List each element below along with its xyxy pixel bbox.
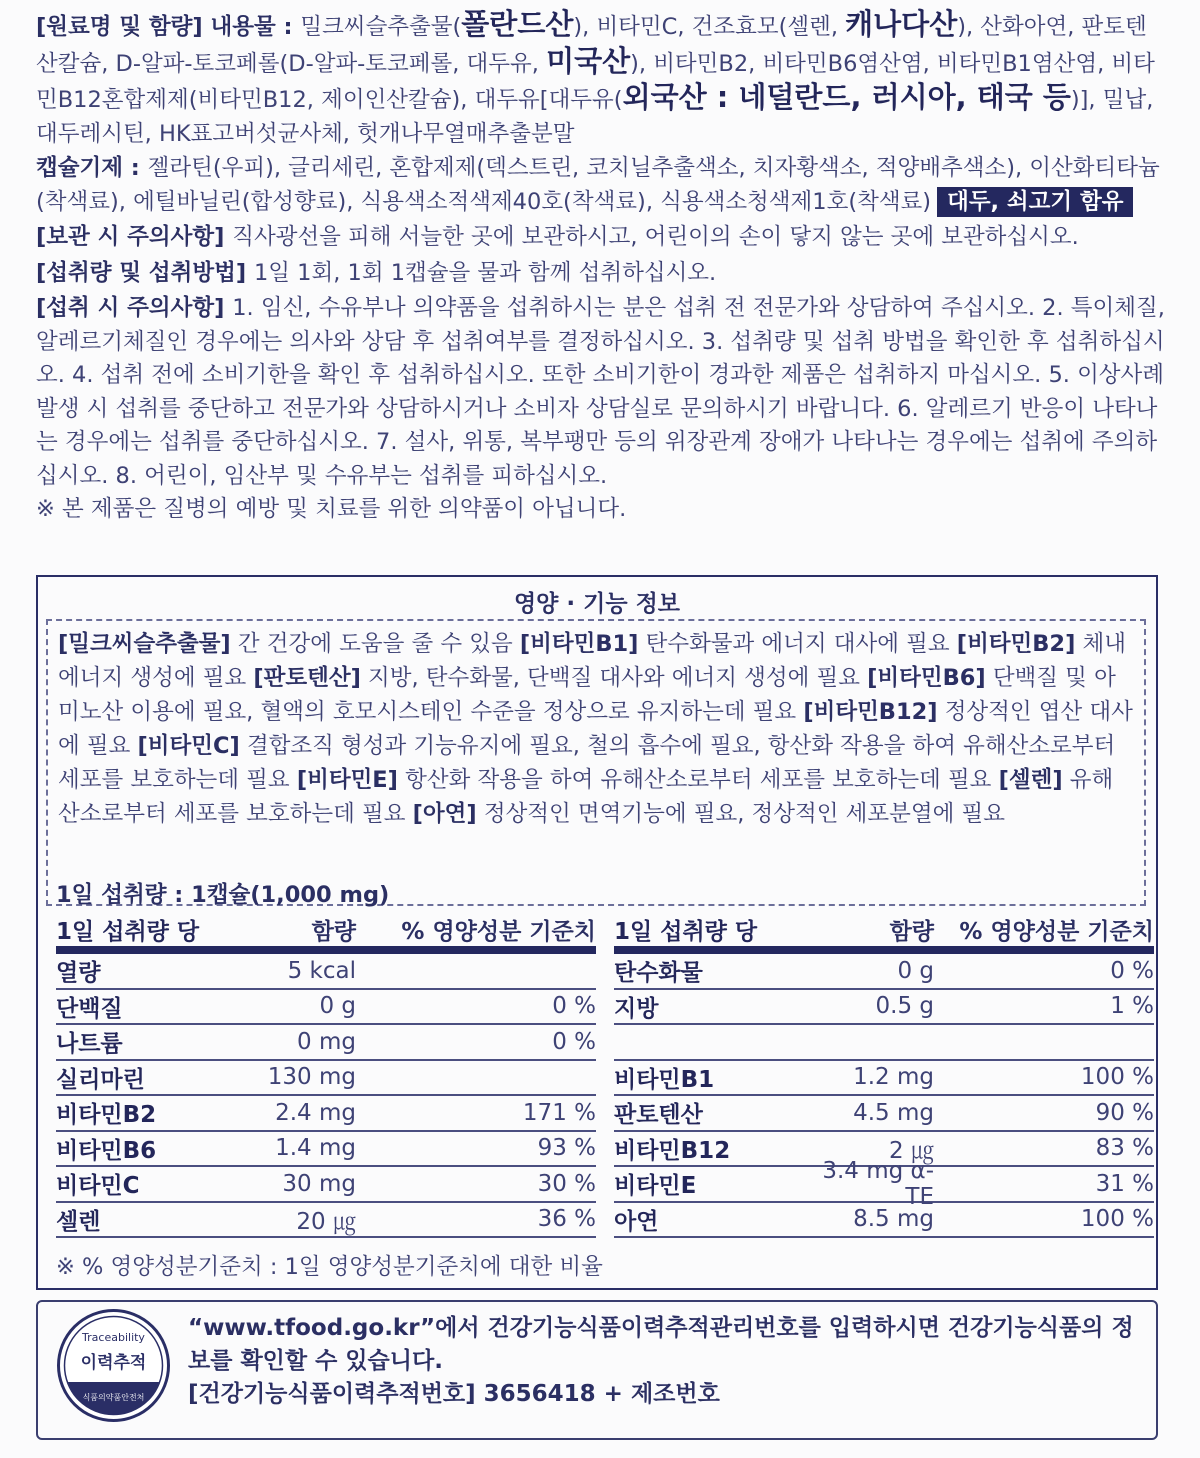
function-key: [판토텐산] xyxy=(253,665,361,691)
nutrient-daily-value: 171 % xyxy=(522,1099,596,1126)
capsule-text: 젤라틴(우피), 글리세린, 혼합제제(덱스트린, 코치닐추출색소, 치자황색소, 적양배추색소), 이산화티타늄(착색료), 에틸바닐린(합성향료), 식용색소적색제40호(착색료), 식용색소청색제1호(착색료) xyxy=(36,155,1160,215)
origin-canada: 캐나다산 xyxy=(845,7,958,41)
nutrient-row xyxy=(614,1157,1154,1210)
nutrient-daily-value: 1 % xyxy=(1110,993,1154,1020)
nutrient-name: 비타민B6 xyxy=(56,1137,157,1164)
dosage-paragraph xyxy=(36,257,1166,291)
nutrient-name: 비타민C xyxy=(56,1173,140,1200)
nutrient-amount: 2.4 mg xyxy=(275,1099,356,1126)
traceability-seal-icon xyxy=(56,1308,171,1423)
nutrient-daily-value: 100 % xyxy=(1080,1206,1154,1233)
function-text: 유해산소로부터 세포를 보호하는데 필요 xyxy=(58,767,1114,827)
capsule-paragraph xyxy=(36,152,1166,219)
nutrient-name: 비타민E xyxy=(614,1173,697,1200)
nutrient-amount: 1.4 mg xyxy=(275,1135,356,1162)
nutrient-name: 비타민B1 xyxy=(614,1066,715,1093)
nutrient-daily-value: 0 % xyxy=(1110,957,1154,984)
nutrition-table-right xyxy=(614,912,1154,1238)
daily-value-footnote: ※ % 영양성분기준치 : 1일 영양성분기준치에 대한 비율 xyxy=(56,1254,603,1280)
header-per-serving: 1일 섭취량 당 xyxy=(614,918,758,945)
function-text: 항산화 작용을 하여 유해산소로부터 세포를 보호하는데 필요 xyxy=(397,767,999,793)
dosage-text: 1일 1회, 1회 1캡슐을 물과 함께 섭취하십시오. xyxy=(253,259,717,286)
header-per-serving: 1일 섭취량 당 xyxy=(56,918,200,945)
function-text: 체내 에너지 생성에 필요 xyxy=(58,631,1126,691)
nutrient-row xyxy=(56,1167,596,1203)
function-key: [비타민E] xyxy=(296,767,398,793)
nutrient-name: 나트륨 xyxy=(56,1031,123,1058)
nutrient-daily-value: 100 % xyxy=(1080,1064,1154,1091)
table-header xyxy=(614,912,1154,954)
function-text: 간 건강에 도움을 줄 수 있음 xyxy=(230,631,520,657)
ingredients-text-2: ), 비타민C, 건조효모(셀렌, xyxy=(573,14,846,40)
traceability-line-2: [건강기능식품이력추적번호] 3656418 + 제조번호 xyxy=(188,1381,720,1407)
caution-text: 1. 임신, 수유부나 의약품을 섭취하시는 분은 섭취 전 전문가와 상담하여 주십시오. 2. 특이체질, 알레르기체질인 경우에는 의사와 상담 후 섭취여부를 결정하십시오. 3. 섭취량 및 섭취 방법을 확인한 후 섭취하십시오. 4. 섭취 전에 소비기한을 확인 후 섭취하십시오. 또한 소비기한이 경과한 제품은 섭취하지 마십시오. 5. 이상사례 발생 시 섭취를 중단하고 전문가와 상담하시거나 소비자 상담실로 문의하시기 바랍니다. 6. 알레르기 반응이 나타나는 경우에는 섭취를 중단하십시오. 7. 설사, 위통, 복부팽만 등의 위장관계 장애가 나타나는 경우에는 섭취에 주의하십시오. 8. 어린이, 임산부 및 수유부는 섭취를 피하십시오. xyxy=(36,295,1165,489)
nutrient-amount: 3.4 mg α-TE xyxy=(822,1157,934,1210)
disclaimer-text: ※ 본 제품은 질병의 예방 및 치료를 위한 의약품이 아닙니다. xyxy=(36,496,627,522)
function-claims xyxy=(46,619,1146,906)
seal-main-text: 이력추적 xyxy=(80,1353,147,1373)
function-key: [아연] xyxy=(412,801,477,827)
nutrition-box xyxy=(36,575,1158,1290)
nutrient-name: 비타민B12 xyxy=(614,1137,731,1164)
nutrient-amount: 30 mg xyxy=(282,1170,356,1197)
function-text: 단백질 및 아미노산 이용에 필요, 혈액의 호모시스테인 수준을 정상으로 유지하는데 필요 xyxy=(58,665,1116,725)
function-text: 결합조직 형성과 기능유지에 필요, 철의 흡수에 필요, 항산화 작용을 하여 유해산소로부터 세포를 보호하는데 필요 xyxy=(58,733,1116,793)
function-key: [비타민B1] xyxy=(519,631,639,657)
seal-top-text: Traceability xyxy=(82,1331,145,1344)
header-daily-value: % 영양성분 기준치 xyxy=(959,918,1154,945)
nutrient-daily-value: 30 % xyxy=(537,1170,596,1197)
nutrient-amount: 0 g xyxy=(319,993,356,1020)
disclaimer-paragraph xyxy=(36,493,1166,527)
function-key: [비타민B6] xyxy=(867,665,986,691)
nutrient-amount: 8.5 mg xyxy=(853,1206,934,1233)
product-info xyxy=(36,8,1166,527)
storage-text: 직사광선을 피해 서늘한 곳에 보관하시고, 어린이의 손이 닿지 않는 곳에 보관하십시오. xyxy=(232,224,1079,250)
header-amount: 함량 xyxy=(889,918,934,945)
origin-usa: 미국산 xyxy=(546,43,631,78)
nutrition-title: 영양 · 기능 정보 xyxy=(513,591,681,617)
nutrient-amount: 4.5 mg xyxy=(853,1099,934,1126)
caution-paragraph xyxy=(36,292,1166,493)
nutrient-amount: 20 ㎍ xyxy=(296,1208,356,1235)
nutrient-row xyxy=(614,1096,1154,1132)
nutrient-daily-value: 83 % xyxy=(1095,1135,1154,1162)
traceability-text xyxy=(188,1312,1148,1411)
nutrient-row xyxy=(614,1203,1154,1239)
nutrient-daily-value: 0 % xyxy=(552,993,596,1020)
nutrient-daily-value: 36 % xyxy=(537,1206,596,1233)
ingredients-text-4: ), 비타민B2, 비타민B6염산염, 비타민B1염산염, 비타민B12혼합제제(비타민B12, 제이인산칼슘), 대두유[대두유( xyxy=(36,50,1155,113)
allergen-badge: 대두, 쇠고기 함유 xyxy=(937,187,1133,217)
nutrient-name: 아연 xyxy=(614,1208,659,1235)
storage-paragraph xyxy=(36,221,1166,255)
ingredients-text-3: ), 산화아연, 판토텐산칼슘, D-알파-토코페롤(D-알파-토코페롤, 대두유, xyxy=(36,14,1147,77)
nutrient-name: 비타민B2 xyxy=(56,1102,157,1129)
function-key: [비타민B12] xyxy=(803,699,938,725)
storage-label: [보관 시 주의사항] xyxy=(36,224,233,250)
serving-size: 1일 섭취량 : 1캡슐(1,000 mg) xyxy=(56,882,390,908)
traceability-box xyxy=(36,1300,1158,1440)
header-daily-value: % 영양성분 기준치 xyxy=(401,918,596,945)
nutrient-amount: 5 kcal xyxy=(287,957,356,984)
seal-bottom-text: 식품의약품안전처 xyxy=(82,1393,145,1402)
nutrient-row xyxy=(56,1061,596,1097)
table-header xyxy=(56,912,596,954)
nutrient-amount: 0 g xyxy=(897,957,934,984)
nutrient-name: 판토텐산 xyxy=(614,1102,703,1129)
traceability-line-1: “www.tfood.go.kr”에서 건강기능식품이력추적관리번호를 입력하시면 건강기능식품의 정보를 확인할 수 있습니다. xyxy=(188,1315,1134,1374)
nutrient-name: 셀렌 xyxy=(56,1208,101,1235)
function-key: [셀렌] xyxy=(998,767,1063,793)
ingredients-paragraph xyxy=(36,8,1166,151)
origin-poland: 폴란드산 xyxy=(461,7,574,41)
ingredients-text-1: 밀크씨슬추출물( xyxy=(300,14,462,40)
nutrient-row xyxy=(56,990,596,1026)
nutrient-name: 실리마린 xyxy=(56,1066,145,1093)
capsule-label: 캡슐기제 : xyxy=(36,155,148,181)
nutrient-row xyxy=(56,1096,596,1132)
function-text: 지방, 탄수화물, 단백질 대사와 에너지 생성에 필요 xyxy=(360,665,868,691)
nutrient-row xyxy=(56,1132,596,1168)
nutrient-amount: 2 ㎍ xyxy=(889,1137,934,1164)
nutrient-daily-value: 0 % xyxy=(552,1028,596,1055)
nutrient-daily-value: 93 % xyxy=(537,1135,596,1162)
nutrient-name: 열량 xyxy=(56,960,101,987)
nutrient-amount: 1.2 mg xyxy=(853,1064,934,1091)
nutrient-name: 탄수화물 xyxy=(614,960,703,987)
caution-label: [섭취 시 주의사항] xyxy=(36,295,233,321)
nutrient-row xyxy=(614,954,1154,990)
nutrient-amount: 0 mg xyxy=(297,1028,356,1055)
nutrition-table-left xyxy=(56,912,596,1238)
nutrient-amount: 0.5 g xyxy=(875,993,934,1020)
function-text: 정상적인 엽산 대사에 필요 xyxy=(58,699,1133,759)
nutrient-amount: 130 mg xyxy=(267,1064,356,1091)
nutrient-row xyxy=(56,954,596,990)
nutrient-name: 단백질 xyxy=(56,995,123,1022)
origin-foreign: 외국산 : 네덜란드, 러시아, 태국 등 xyxy=(622,80,1071,114)
function-text: 탄수화물과 에너지 대사에 필요 xyxy=(638,631,957,657)
nutrient-row xyxy=(56,1203,596,1239)
function-text: 정상적인 면역기능에 필요, 정상적인 세포분열에 필요 xyxy=(476,801,1005,827)
nutrient-daily-value: 31 % xyxy=(1095,1170,1154,1197)
function-key: [비타민B2] xyxy=(956,631,1076,657)
header-amount: 함량 xyxy=(311,918,356,945)
ingredients-text-5: )], 밀납, 대두레시틴, HK표고버섯균사체, 헛개나무열매추출분말 xyxy=(36,87,1154,147)
nutrient-row xyxy=(614,1061,1154,1097)
nutrient-row xyxy=(614,1025,1154,1061)
dosage-label: [섭취량 및 섭취방법] xyxy=(36,259,254,286)
function-key: [비타민C] xyxy=(137,733,240,759)
ingredients-label: [원료명 및 함량] 내용물 : xyxy=(36,14,301,40)
nutrient-daily-value: 90 % xyxy=(1095,1099,1154,1126)
nutrient-row xyxy=(56,1025,596,1061)
function-key: [밀크씨슬추출물] xyxy=(58,631,231,657)
nutrient-name: 지방 xyxy=(614,995,659,1022)
nutrient-row xyxy=(614,990,1154,1026)
